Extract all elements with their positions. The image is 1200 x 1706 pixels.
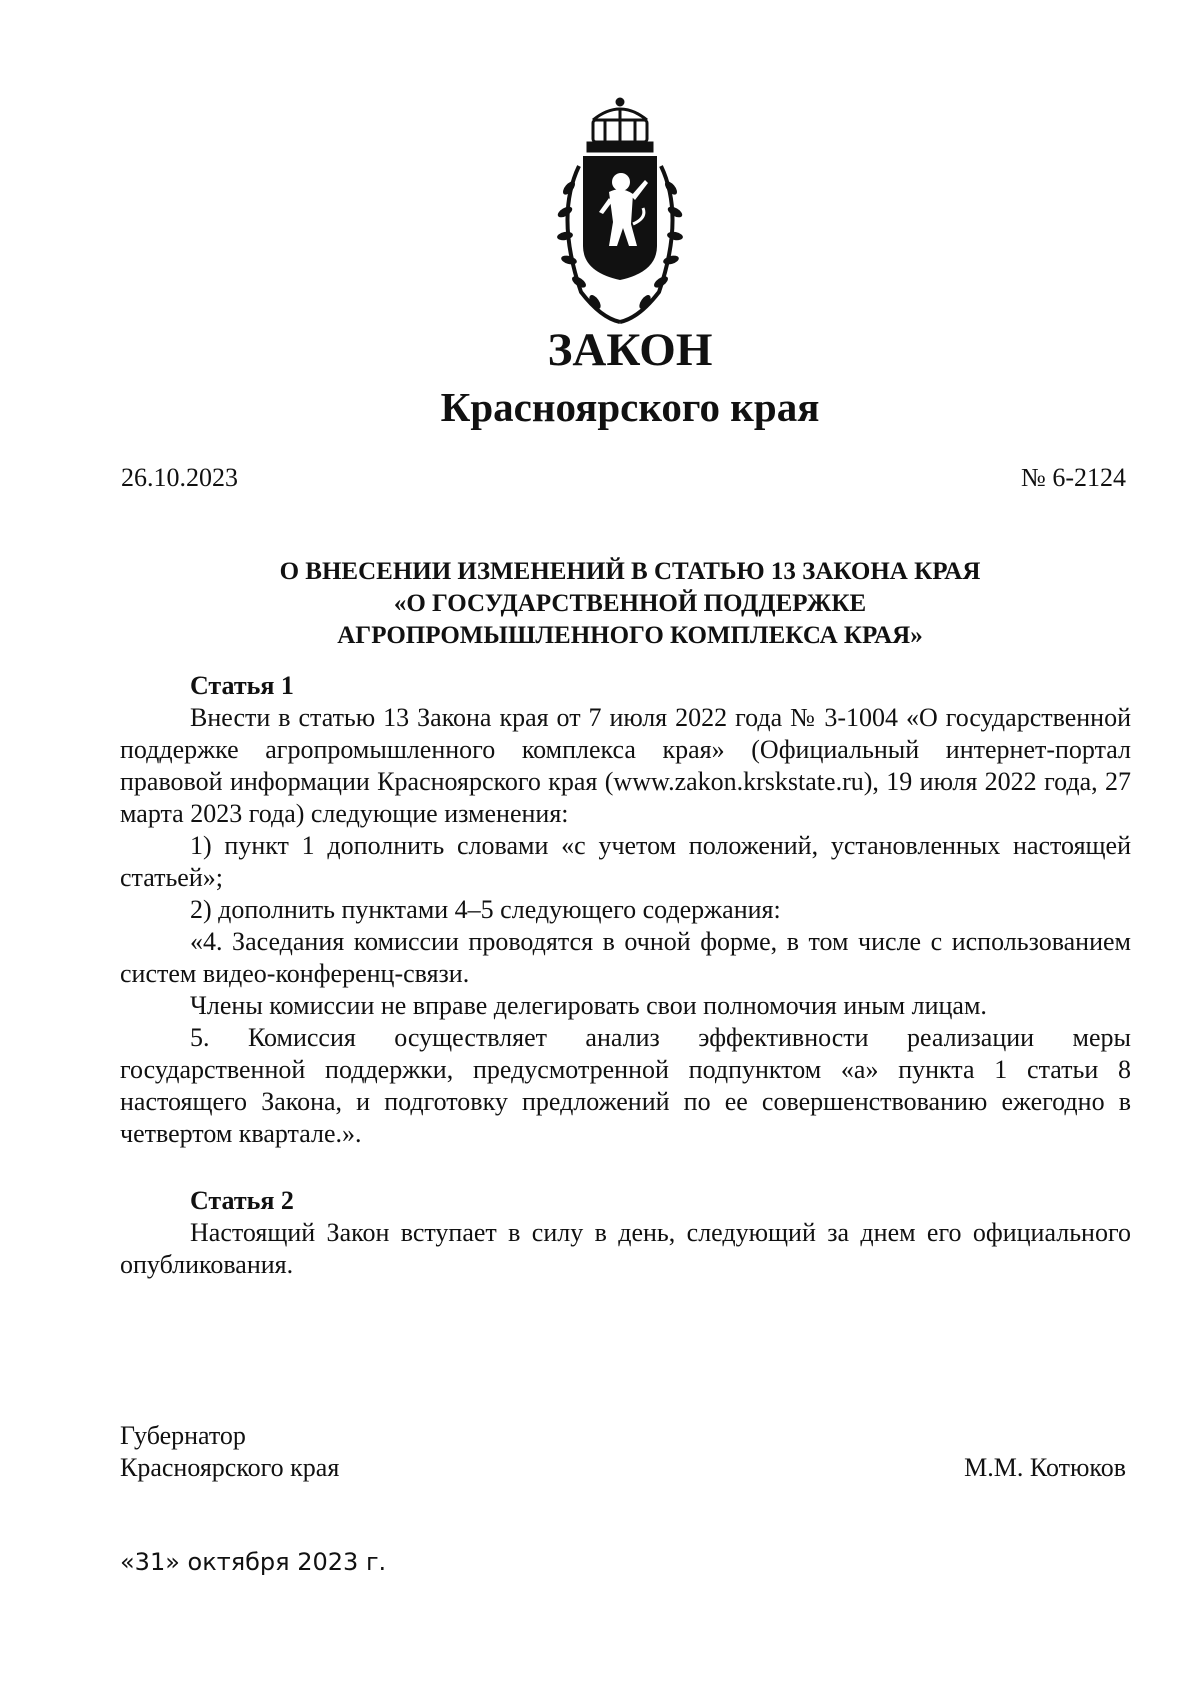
article-paragraph: 5. Комиссия осуществляет анализ эффективности реализации меры государственной поддержки, предусмотренной подпунктом «а» пункта 1 статьи 8 настоящего Закона, и подготовку предложений по ее совершенствованию ежегодно в четвертом квартале.». [120, 1023, 1131, 1148]
law-heading-line: АГРОПРОМЫШЛЕННОГО КОМПЛЕКСА КРАЯ» [337, 622, 923, 649]
document-subtitle: Красноярского края [440, 384, 820, 430]
krasnoyarsk-coat-of-arms-icon [549, 96, 691, 328]
document-title: ЗАКОН [547, 324, 713, 376]
signatory-position [120, 1420, 339, 1484]
signatory-name: М.М. Котюков [964, 1453, 1126, 1482]
law-heading-line: О ВНЕСЕНИИ ИЗМЕНЕНИЙ В СТАТЬЮ 13 ЗАКОНА КРАЯ [279, 558, 981, 585]
law-heading [120, 556, 1140, 652]
article-paragraph: 1) пункт 1 дополнить словами «с учетом положений, установленных настоящей статьей»; [120, 831, 1131, 892]
law-heading-line: «О ГОСУДАРСТВЕННОЙ ПОДДЕРЖКЕ [393, 590, 867, 617]
article-2-body [120, 1217, 1131, 1281]
signatory-position-line: Красноярского края [120, 1453, 340, 1482]
article-1-title: Статья 1 [190, 671, 294, 700]
article-paragraph: Внести в статью 13 Закона края от 7 июля 2022 года № 3-1004 «О государственной поддержке агропромышленного комплекса края» (Официальный интернет-портал правовой информации Красноярского края (www.zakon.krskstate.ru), 19 июля 2022 года, 27 марта 2023 года) следующие изменения: [120, 703, 1131, 828]
article-2-title: Статья 2 [190, 1186, 294, 1215]
signatory-position-line: Губернатор [120, 1421, 246, 1450]
law-number: № 6-2124 [1021, 463, 1126, 492]
article-1-body [120, 702, 1131, 1150]
article-paragraph: «4. Заседания комиссии проводятся в очной форме, в том числе с использованием систем видео-конференц-связи. [120, 927, 1131, 988]
article-paragraph: Настоящий Закон вступает в силу в день, следующий за днем его официального опубликования. [120, 1218, 1131, 1279]
signing-date: «31» октября 2023 г. [120, 1548, 387, 1576]
article-paragraph: Члены комиссии не вправе делегировать свои полномочия иным лицам. [190, 991, 987, 1020]
article-paragraph: 2) дополнить пунктами 4–5 следующего содержания: [190, 895, 781, 924]
adoption-date: 26.10.2023 [121, 463, 238, 492]
